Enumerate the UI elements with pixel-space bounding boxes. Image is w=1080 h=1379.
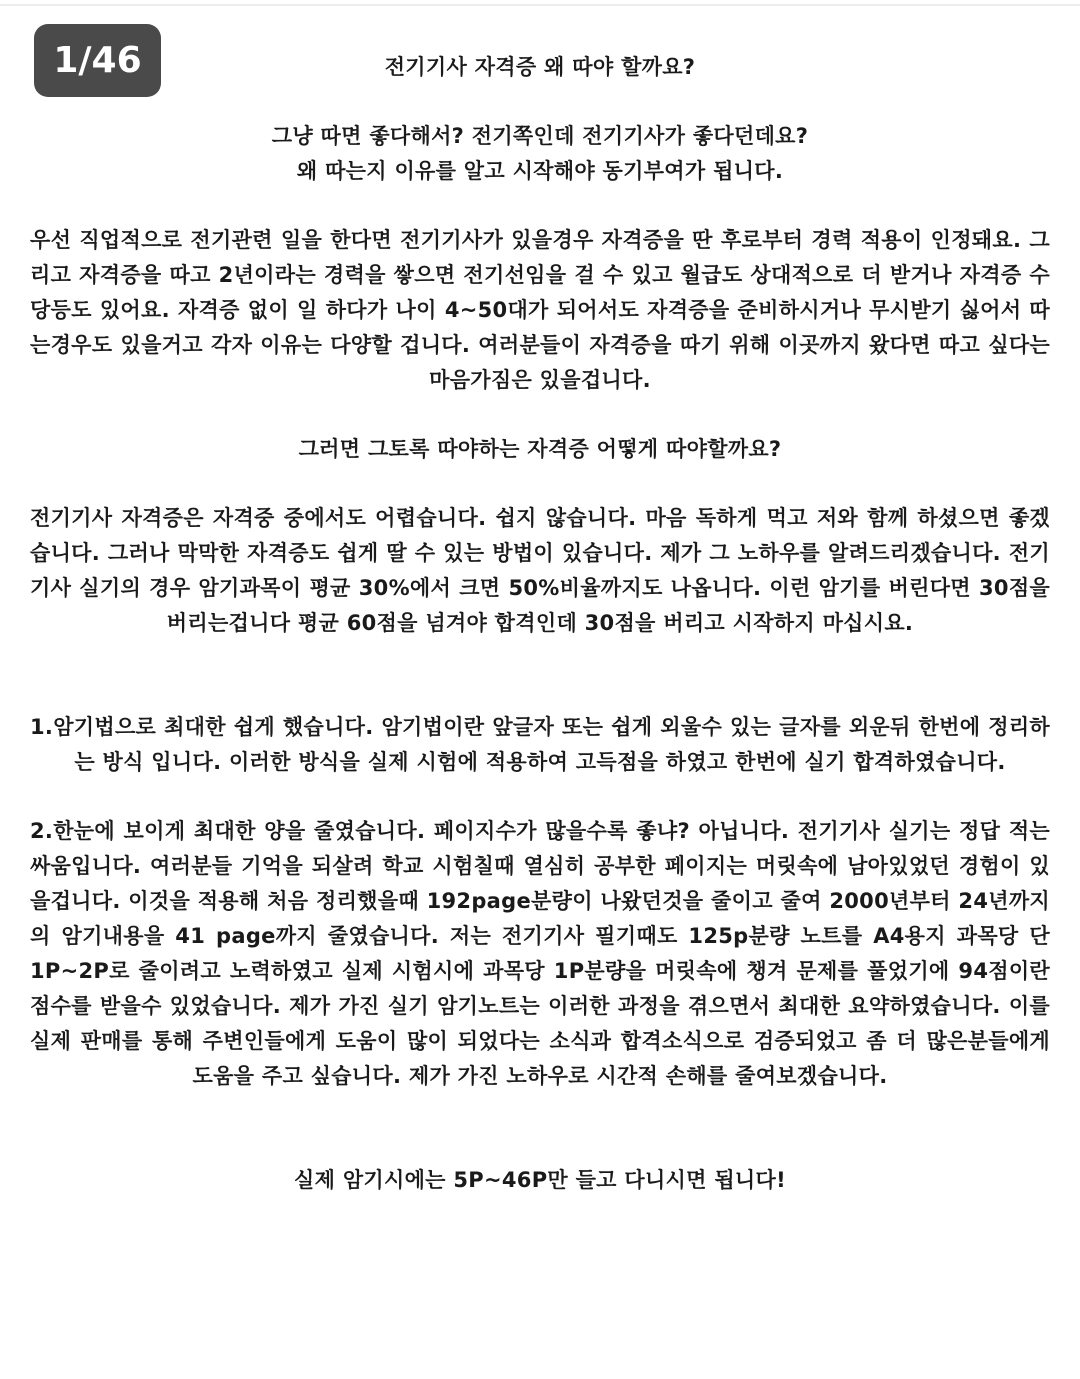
point-memorization-method: 1.암기법으로 최대한 쉽게 했습니다. 암기법이란 앞글자 또는 쉽게 외울수 있는 글자를 외운뒤 한번에 정리하는 방식 입니다. 이러한 방식을 실제 시험에 적용하여 고득점을 하였고 한번에 실기 합격하였습니다.: [30, 715, 1050, 774]
top-divider: [0, 4, 1080, 6]
closing-note: 실제 암기시에는 5P~46P만 들고 다니시면 됩니다!: [294, 1168, 786, 1192]
question-how-to-pass: 그러면 그토록 따야하는 자격증 어떻게 따야할까요?: [298, 437, 782, 461]
intro-line-1: 그냥 따면 좋다해서? 전기쪽인데 전기기사가 좋다던데요?: [271, 124, 809, 148]
paragraph-difficulty: 전기기사 자격증은 자격중 중에서도 어렵습니다. 쉽지 않습니다. 마음 독하게 먹고 저와 함께 하셨으면 좋겠습니다. 그러나 막막한 자격증도 쉽게 딸 수 있는 방법이 있습니다. 제가 그 노하우를 알려드리겠습니다. 전기기사 실기의 경우 암기과목이 평균 30%에서 크면 50%비율까지도 나옵니다. 이런 암기를 버린다면 30점을 버리는겁니다 평균 60점을 넘겨야 합격인데 30점을 버리고 시작하지 마십시요.: [30, 506, 1050, 635]
document-title: 전기기사 자격증 왜 따야 할까요?: [384, 55, 696, 79]
intro-line-2: 왜 따는지 이유를 알고 시작해야 동기부여가 됩니다.: [296, 159, 784, 183]
point-reduced-volume: 2.한눈에 보이게 최대한 양을 줄였습니다. 페이지수가 많을수록 좋냐? 아닙니다. 전기기사 실기는 정답 적는 싸움입니다. 여러분들 기억을 되살려 학교 시험칠때 열심히 공부한 페이지는 머릿속에 남아있었던 경험이 있을겁니다. 이것을 적용해 처음 정리했을때 192page분량이 나왔던것을 줄이고 줄여 2000년부터 24년까지의 암기내용을 41 page까지 줄였습니다. 저는 전기기사 필기때도 125p분량 노트를 A4용지 과목당 단 1P~2P로 줄이려고 노력하였고 실제 시험시에 과목당 1P분량을 머릿속에 챙겨 문제를 풀었기에 94점이란 점수를 받을수 있었습니다. 제가 가진 실기 암기노트는 이러한 과정을 겪으면서 최대한 요약하였습니다. 이를 실제 판매를 통해 주변인들에게 도움이 많이 되었다는 소식과 합격소식으로 검증되었고 좀 더 많은분들에게 도움을 주고 싶습니다. 제가 가진 노하우로 시간적 손해를 줄여보겠습니다.: [30, 819, 1050, 1088]
page-indicator-badge: 1/46: [34, 24, 161, 97]
paragraph-career-benefits: 우선 직업적으로 전기관련 일을 한다면 전기기사가 있을경우 자격증을 딴 후로부터 경력 적용이 인정돼요. 그리고 자격증을 따고 2년이라는 경력을 쌓으면 전기선임을 걸 수 있고 월급도 상대적으로 더 받거나 자격증 수당등도 있어요. 자격증 없이 일 하다가 나이 4~50대가 되어서도 자격증을 준비하시거나 무시받기 싫어서 따는경우도 있을거고 각자 이유는 다양할 겁니다. 여러분들이 자격증을 따기 위해 이곳까지 왔다면 따고 싶다는 마음가짐은 있을겁니다.: [30, 228, 1050, 392]
document-body: [30, 50, 1050, 1198]
